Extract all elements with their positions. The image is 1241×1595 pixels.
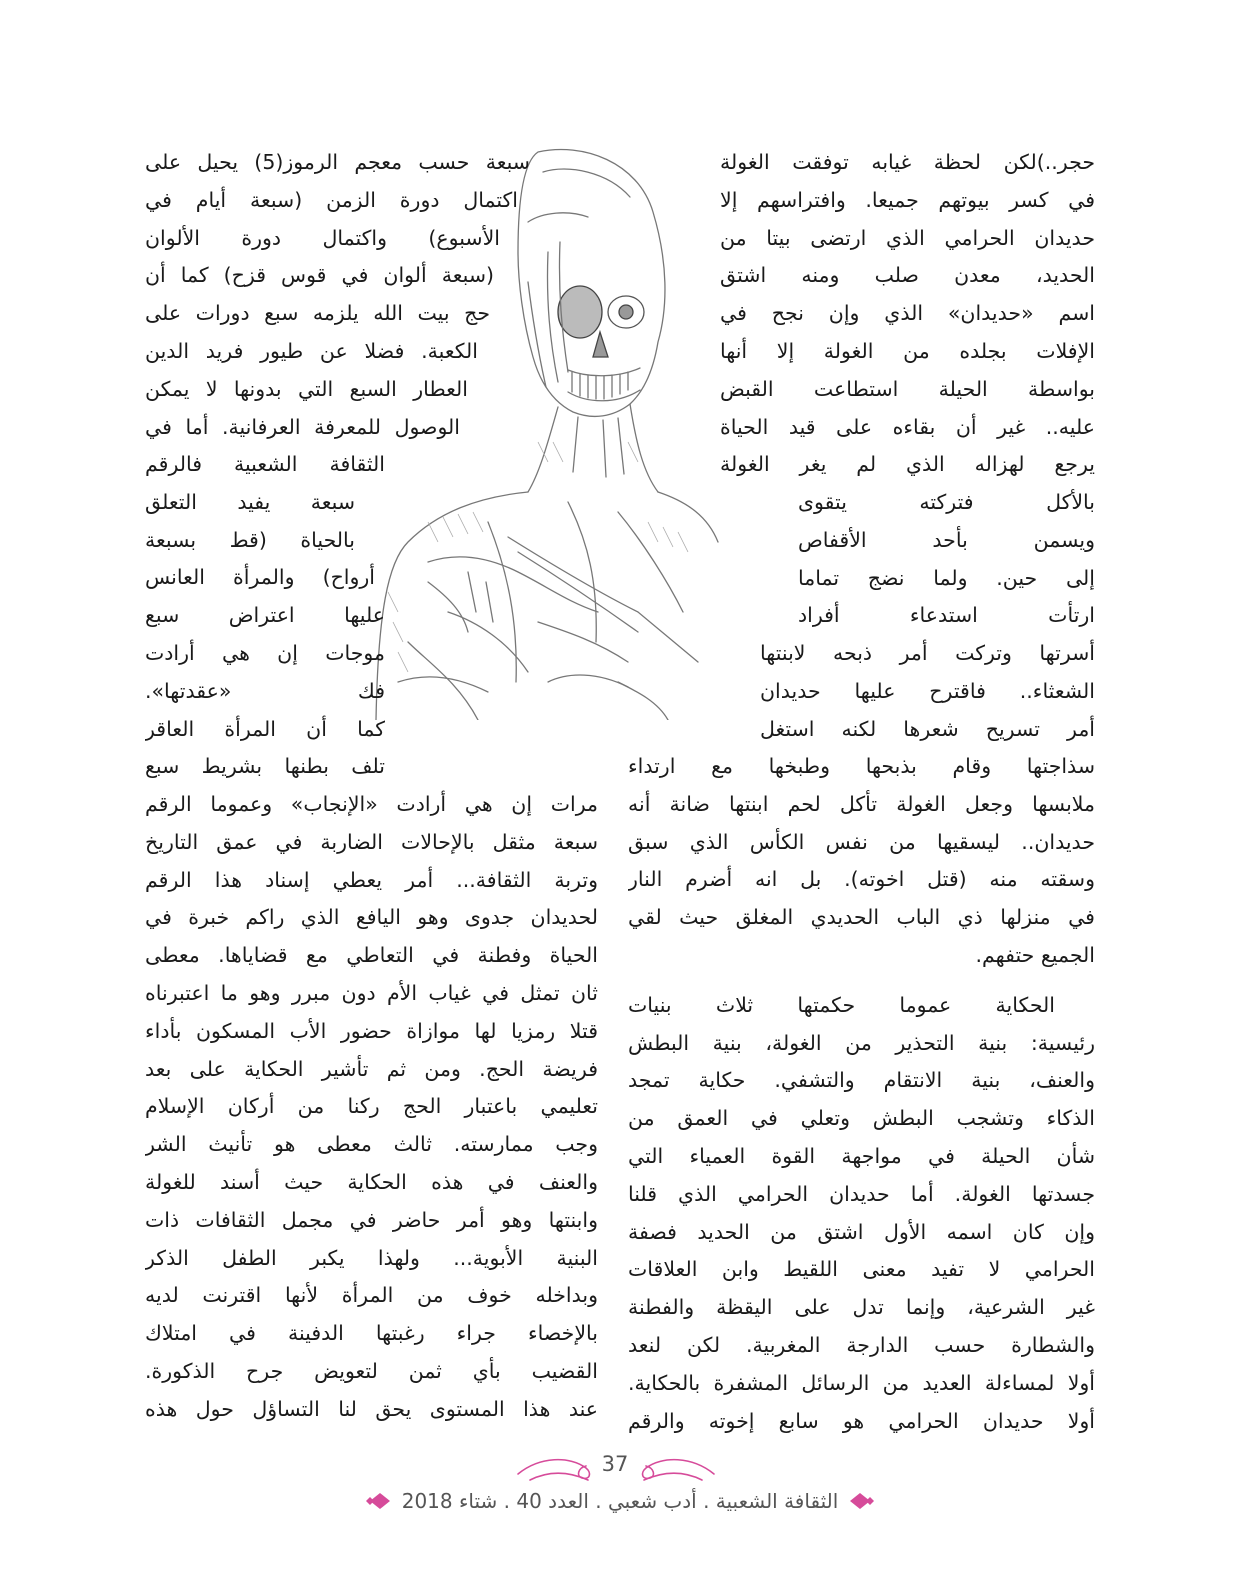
text-line: رئيسية: بنية التحذير من الغولة، بنية البطش: [628, 1030, 1095, 1055]
text-line: جسدتها الغولة. أما حديدان الحرامي الذي قلنا: [628, 1181, 1095, 1206]
text-line: سبعة حسب معجم الرموز(5) يحيل على: [145, 150, 530, 174]
text-line: غير الشرعية، وإنما تدل على اليقظة والفطنة: [628, 1295, 1095, 1320]
text-line: الجميع حتفهم.: [975, 942, 1095, 967]
text-line: تلف بطنها بشريط سبع: [145, 754, 385, 779]
text-line: يرجع لهزاله الذي لم يغر الغولة: [720, 452, 1095, 477]
text-line: وابنتها وهو أمر حاضر في مجمل الثقافات ذات: [145, 1207, 598, 1232]
text-line: الكعبة. فضلا عن طيور فريد الدين: [145, 338, 478, 363]
text-line: عليها اعتراض سبع: [145, 603, 385, 628]
text-line: أمر تسريح شعرها لكنه استغل: [760, 716, 1095, 741]
text-line: أولا لمساءلة العديد من الرسائل المشفرة بالحكاية.: [628, 1370, 1095, 1395]
text-line: لحديدان جدوى وهو اليافع الذي راكم خبرة في: [145, 905, 598, 930]
text-line: الحكاية عموما حكمتها ثلاث بنيات: [628, 992, 1055, 1017]
text-line: ملابسها وجعل الغولة تأكل لحم ابنتها ضانة أنه: [628, 791, 1095, 816]
text-line: البنية الأبوية... ولهذا يكبر الطفل الذكر: [145, 1245, 598, 1270]
text-line: وتربة الثقافة... أمر يعطي إسناد هذا الرقم: [145, 867, 598, 892]
text-line: الشعثاء.. فاقترح عليها حديدان: [760, 678, 1095, 703]
text-line: مرات إن هي أرادت «الإنجاب» وعموما الرقم: [145, 792, 598, 816]
text-line: وسقته منه (قتل اخوته). بل انه أضرم النار: [628, 867, 1095, 892]
text-line: حجر..)لكن لحظة غيابه توفقت الغولة: [720, 150, 1095, 174]
text-line: موجات إن هي أرادت: [145, 640, 385, 665]
text-line: ارتأت استدعاء أفراد: [798, 603, 1095, 628]
text-line: ثان تمثل في غياب الأم دون مبرر وهو ما اعتبرناه: [145, 980, 598, 1005]
text-line: أسرتها وتركت أمر ذبحه لابنتها: [760, 641, 1095, 665]
text-line: ويسمن بأحد الأقفاص: [798, 527, 1095, 552]
left-column-narrow: [145, 446, 385, 786]
text-line: الحرامي لا تفيد معنى اللقيط وابن العلاقات: [628, 1257, 1095, 1282]
text-line: حديدان.. ليسقيها من نفس الكأس الذي سبق: [628, 829, 1095, 854]
text-line: كما أن المرأة العاقر: [145, 716, 385, 741]
text-line: والعنف في هذه الحكاية حيث أسند للغولة: [145, 1169, 598, 1194]
text-line: أرواح) والمرأة العانس: [145, 565, 375, 590]
text-line: الأسبوع) واكتمال دورة الألوان: [145, 225, 500, 250]
text-line: بالإخصاء جراء رغبتها الدفينة في امتلاك: [145, 1321, 598, 1346]
text-line: فريضة الحج. ومن ثم تأشير الحكاية على بعد: [145, 1056, 598, 1081]
page-number: 37: [601, 1452, 629, 1476]
text-line: وبداخله خوف من المرأة لأنها اقترنت لديه: [145, 1283, 598, 1308]
text-line: وجب ممارسته. ثالث معطى هو تأنيث الشر: [145, 1132, 598, 1157]
text-line: شأن الحيلة في مواجهة القوة العمياء التي: [628, 1143, 1095, 1168]
right-column-top: [720, 144, 1095, 484]
right-column-full: [628, 748, 1095, 1440]
text-line: الثقافة الشعبية فالرقم: [145, 452, 385, 476]
text-line: الحياة وفطنة في التعاطي مع قضاياها. معطى: [145, 943, 598, 968]
text-line: تعليمي باعتبار الحج ركنا من أركان الإسلام: [145, 1094, 598, 1119]
text-line: الوصول للمعرفة العرفانية. أما في: [145, 414, 460, 439]
right-column-narrow: [798, 484, 1095, 635]
text-line: سبعة يفيد التعلق: [145, 489, 355, 514]
text-line: (سبعة ألوان في قوس قزح) كما أن: [145, 263, 494, 288]
publication-footer: الثقافة الشعبية . أدب شعبي . العدد 40 . شتاء 2018: [401, 1489, 839, 1513]
text-line: فك «عقدتها».: [145, 678, 385, 703]
text-line: والشطارة حسب الدارجة المغربية. لكن لنعد: [628, 1332, 1095, 1357]
text-line: عند هذا المستوى يحق لنا التساؤل حول هذه: [145, 1396, 598, 1421]
text-line: بالأكل فتركته يتقوى: [798, 490, 1095, 514]
text-line: العطار السبع التي بدونها لا يمكن: [145, 376, 468, 401]
text-line: إلى حين. ولما نضج تماما: [798, 565, 1095, 590]
text-line: في كسر بيوتهم جميعا. وافتراسهم إلا: [720, 187, 1095, 212]
left-column-bottom: [145, 786, 598, 1429]
left-column-top: [145, 144, 530, 446]
text-line: والعنف، بنية الانتقام والتشفي. حكاية تمجد: [628, 1068, 1095, 1093]
text-line: الحديد، معدن صلب ومنه اشتق: [720, 263, 1095, 288]
text-line: بالحياة (قط بسبعة: [145, 527, 355, 552]
text-line: أولا حديدان الحرامي هو سابع إخوته والرقم: [628, 1408, 1095, 1433]
right-column-mid: [760, 635, 1095, 748]
text-line: حج بيت الله يلزمه سبع دورات على: [145, 301, 490, 326]
text-line: قتلا رمزيا لها موازاة حضور الأب المسكون بأداء: [145, 1018, 598, 1043]
text-line: الذكاء وتشجب البطش وتعلي في العمق من: [628, 1106, 1095, 1131]
text-line: القضيب بأي ثمن لتعويض جرح الذكورة.: [145, 1358, 598, 1383]
text-line: عليه.. غير أن بقاءه على قيد الحياة: [720, 414, 1095, 439]
text-line: سبعة مثقل بالإحالات الضاربة في عمق التاريخ: [145, 829, 598, 854]
text-line: في منزلها ذي الباب الحديدي المغلق حيث لقي: [628, 905, 1095, 930]
text-line: اكتمال دورة الزمن (سبعة أيام في: [145, 187, 518, 212]
text-line: وإن كان اسمه الأول اشتق من الحديد فصفة: [628, 1219, 1095, 1244]
text-line: بواسطة الحيلة استطاعت القبض: [720, 376, 1095, 401]
text-line: الإفلات بجلده من الغولة إلا أنها: [720, 338, 1095, 363]
text-line: سذاجتها وقام بذبحها وطبخها مع ارتداء: [628, 754, 1095, 778]
text-line: حديدان الحرامي الذي ارتضى بيتا من: [720, 225, 1095, 250]
text-line: اسم «حديدان» الذي وإن نجح في: [720, 301, 1095, 326]
